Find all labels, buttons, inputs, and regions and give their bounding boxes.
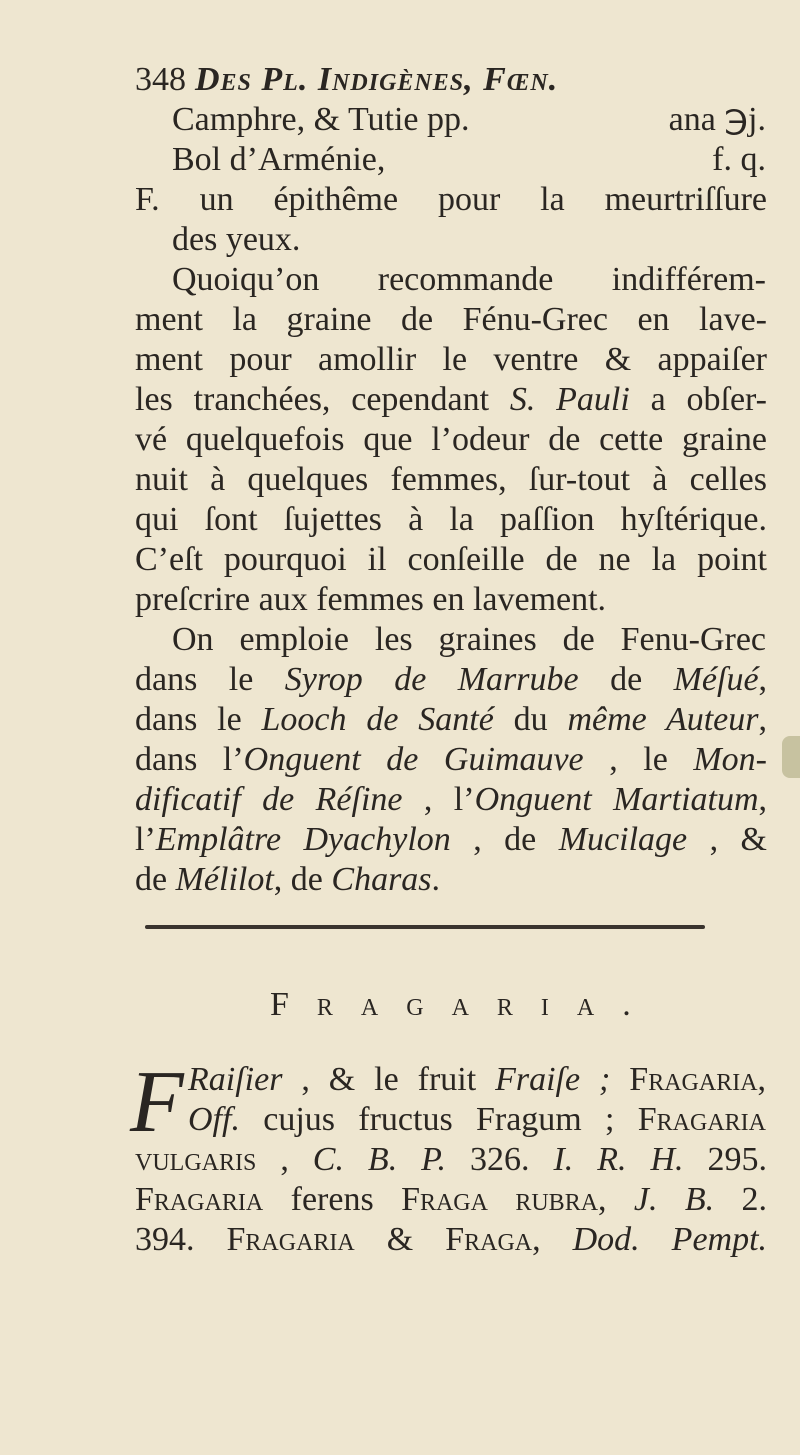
entry-line: Off. cujus fructus Fragum ; Fragaria xyxy=(188,1101,766,1138)
text-line: F. un épithême pour la meurtriſſure xyxy=(135,181,767,218)
text-line: C’eſt pourquoi il conſeille de ne la point xyxy=(135,541,767,578)
section-heading: Fragaria. xyxy=(270,986,659,1023)
drop-cap: F xyxy=(130,1054,184,1151)
entry-line: vulgaris , C. B. P. 326. I. R. H. 295. xyxy=(135,1141,768,1178)
text-line: dificatif de Réſine , l’Onguent Martiatum, xyxy=(135,781,768,818)
entry-line: 394. Fragaria & Fraga, Dod. Pempt. xyxy=(135,1221,768,1258)
text-line: ment la graine de Fénu-Grec en lave- xyxy=(135,301,767,338)
text-line: Bol d’Arménie, f. q. xyxy=(172,141,766,178)
text-line: les tranchées, cependant S. Pauli a obſer- xyxy=(135,381,767,418)
entry-line: Fragaria ferens Fraga rubra, J. B. 2. xyxy=(135,1181,768,1218)
text-line: Quoiqu’on recommande indifférem- xyxy=(172,261,766,298)
text-line: ment pour amollir le ventre & appaiſer xyxy=(135,341,767,378)
page-edge-stain xyxy=(782,736,800,778)
text-line: de Mélilot, de Charas. xyxy=(135,861,441,898)
text-line: qui ſont ſujettes à la paſſion hyſtérique. xyxy=(135,501,767,538)
text-line: dans l’Onguent de Guimauve , le Mon- xyxy=(135,741,767,778)
text-line: dans le Syrop de Marrube de Méſué, xyxy=(135,661,768,698)
running-title: Des Pl. Indigènes, Fœn. xyxy=(195,61,559,98)
text-line: vé quelquefois que l’odeur de cette graine xyxy=(135,421,767,458)
text-line: Camphre, & Tutie pp. ana ℈j. xyxy=(172,101,766,138)
page-number: 348 xyxy=(135,61,186,98)
entry-line: Raiſier , & le fruit Fraiſe ; Fragaria, xyxy=(188,1061,767,1098)
text-line: On emploie les graines de Fenu-Grec xyxy=(172,621,766,658)
section-divider xyxy=(145,925,705,929)
text-line: nuit à quelques femmes, ſur-tout à celles xyxy=(135,461,767,498)
text-line: des yeux. xyxy=(172,221,301,258)
text-line: preſcrire aux femmes en lavement. xyxy=(135,581,607,618)
text-line: dans le Looch de Santé du même Auteur, xyxy=(135,701,767,738)
text-line: l’Emplâtre Dyachylon , de Mucilage , & xyxy=(135,821,767,858)
